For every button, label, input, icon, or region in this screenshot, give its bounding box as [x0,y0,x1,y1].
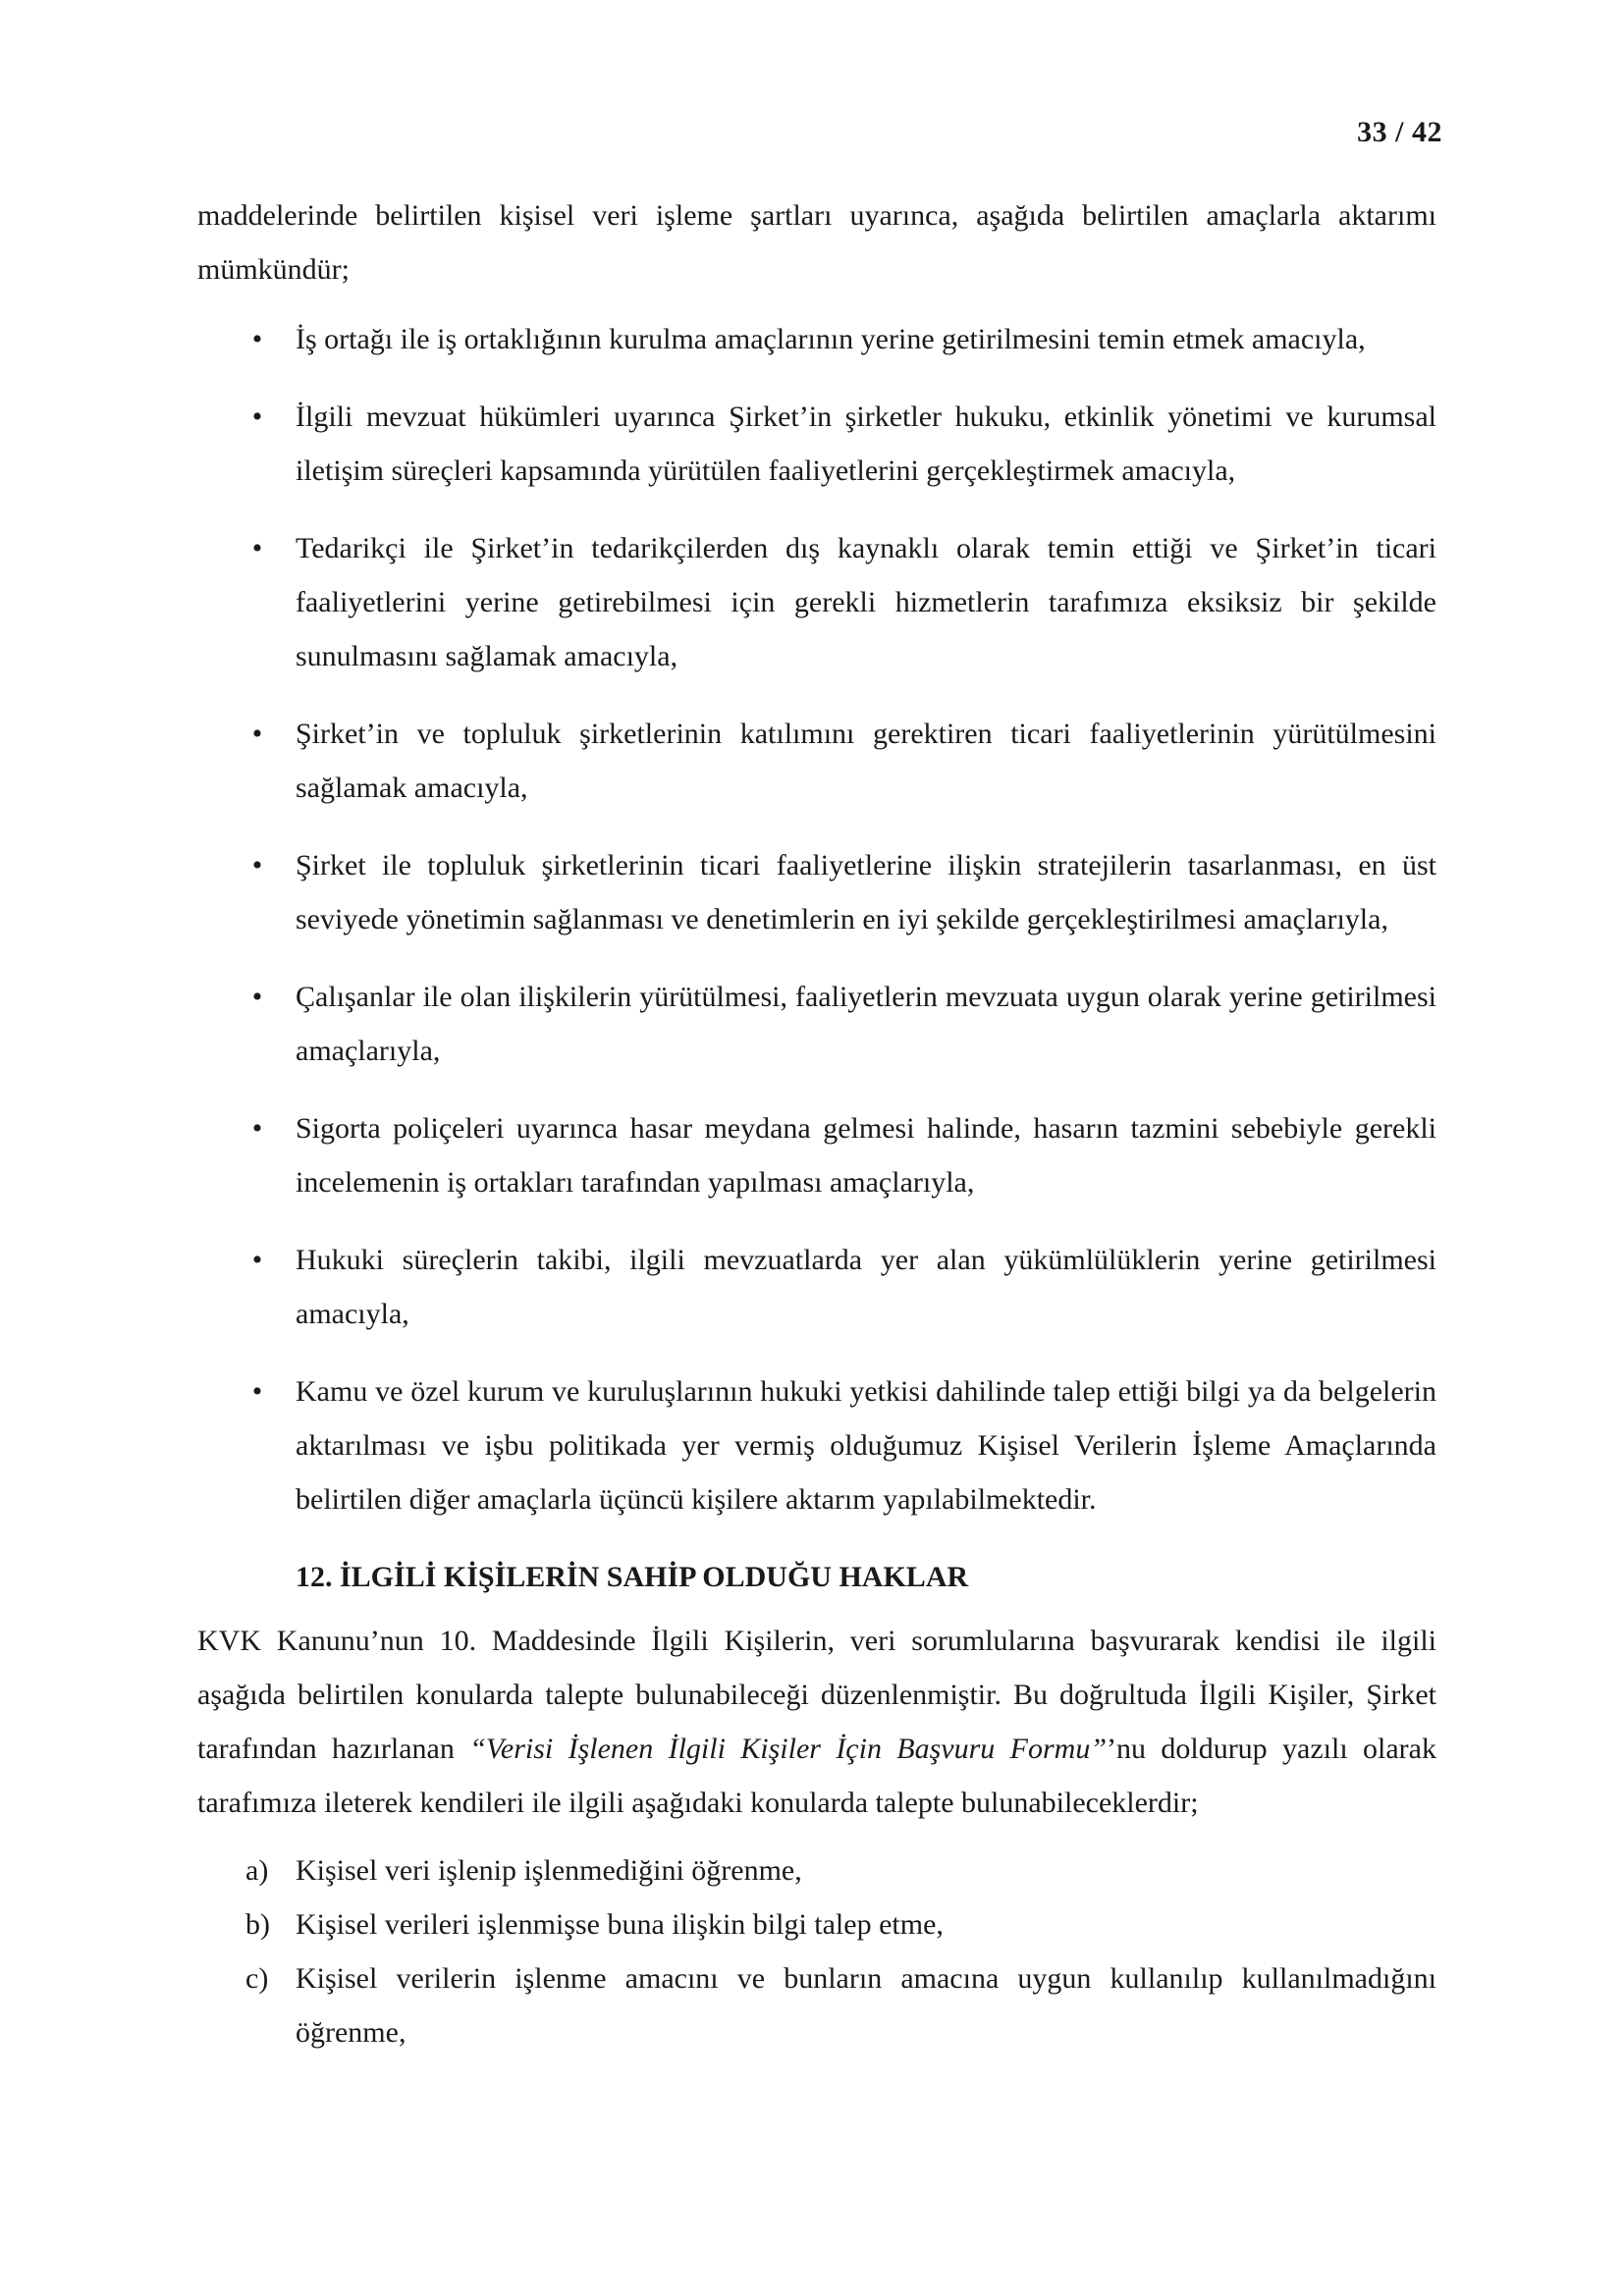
bullet-icon: • [251,718,263,750]
list-item [197,1897,1436,1951]
rights-paragraph [197,1614,1436,1830]
list-item-text: Hukuki süreçlerin takibi, ilgili mevzuatlarda yer alan yükümlülüklerin yerine getirilmesi amacıyla, [296,1244,1436,1330]
list-item-text: Kişisel veri işlenip işlenmediğini öğrenme, [296,1854,802,1887]
list-item [197,1843,1436,1897]
bullet-icon: • [251,532,263,564]
rights-list [197,1843,1436,2059]
list-marker: b) [245,1908,270,1941]
list-item [197,521,1436,683]
bullet-icon: • [251,323,263,355]
list-marker: a) [245,1854,269,1887]
rights-text-start: KVK Kanunu’nun 10. Maddesinde İlgili Kişilerin, veri sorumlularına başvurarak kendisi ile ilgili aşağıda belirtilen konularda talepte bulunabileceği düzenlenmiştir. Bu doğrultuda İlgili Kişiler, Şirket tarafından hazırlanan [197,1625,1436,1765]
list-item [197,1101,1436,1209]
bullet-icon: • [251,1375,263,1408]
page-number: 33 / 42 [1357,116,1442,148]
page-content [197,188,1436,2059]
bullet-icon: • [251,1244,263,1276]
list-item-text: Şirket’in ve topluluk şirketlerinin katılımını gerektiren ticari faaliyetlerinin yürütülmesini sağlamak amacıyla, [296,718,1436,804]
list-item-text: İlgili mevzuat hükümleri uyarınca Şirket’in şirketler hukuku, etkinlik yönetimi ve kurumsal iletişim süreçleri kapsamında yürütülen faaliyetlerini gerçekleştirmek amacıyla, [296,400,1436,487]
list-item [197,1233,1436,1341]
list-item [197,1951,1436,2059]
section-heading: 12. İLGİLİ KİŞİLERİN SAHİP OLDUĞU HAKLAR [296,1561,969,1593]
list-item [197,312,1436,366]
list-item-text: Çalışanlar ile olan ilişkilerin yürütülmesi, faaliyetlerin mevzuata uygun olarak yerine getirilmesi amaçlarıyla, [296,981,1436,1067]
list-item-text: İş ortağı ile iş ortaklığının kurulma amaçlarının yerine getirilmesini temin etmek amacıyla, [296,323,1366,355]
list-item-text: Kişisel verilerin işlenme amacını ve bunların amacına uygun kullanılıp kullanılmadığını öğrenme, [296,1962,1436,2049]
bullet-icon: • [251,981,263,1013]
list-item [197,390,1436,498]
form-name: “Verisi İşlenen İlgili Kişiler İçin Başvuru Formu” [469,1733,1108,1765]
intro-paragraph: maddelerinde belirtilen kişisel veri işleme şartları uyarınca, aşağıda belirtilen amaçlarla aktarımı mümkündür; [197,199,1436,286]
list-item-text: Şirket ile topluluk şirketlerinin ticari faaliyetlerine ilişkin stratejilerin tasarlanması, en üst seviyede yönetimin sağlanması ve denetimlerin en iyi şekilde gerçekleştirilmesi amaçlarıyla, [296,849,1436,935]
list-item [197,707,1436,815]
bullet-icon: • [251,849,263,881]
list-item [197,838,1436,946]
list-item [197,970,1436,1078]
list-marker: c) [245,1962,269,1995]
list-item-text: Sigorta poliçeleri uyarınca hasar meydana gelmesi halinde, hasarın tazmini sebebiyle gerekli incelemenin iş ortakları tarafından yapılması amaçlarıyla, [296,1112,1436,1199]
rights-text-end: ’nu doldurup yazılı olarak tarafımıza ileterek kendileri ile ilgili aşağıdaki konularda talepte bulunabileceklerdir; [197,1733,1436,1819]
list-item [197,1364,1436,1526]
list-item-text: Tedarikçi ile Şirket’in tedarikçilerden dış kaynaklı olarak temin ettiği ve Şirket’in ticari faaliyetlerini yerine getirebilmesi için gerekli hizmetlerin tarafımıza eksiksiz bir şekilde sunulmasını sağlamak amacıyla, [296,532,1436,672]
list-item-text: Kamu ve özel kurum ve kuruluşlarının hukuki yetkisi dahilinde talep ettiği bilgi ya da belgelerin aktarılması ve işbu politikada yer vermiş olduğumuz Kişisel Verilerin İşleme Amaçlarında belirtilen diğer amaçlarla üçüncü kişilere aktarım yapılabilmektedir. [296,1375,1436,1516]
purpose-list [197,312,1436,1526]
list-item-text: Kişisel verileri işlenmişse buna ilişkin bilgi talep etme, [296,1908,944,1941]
bullet-icon: • [251,400,263,433]
bullet-icon: • [251,1112,263,1145]
